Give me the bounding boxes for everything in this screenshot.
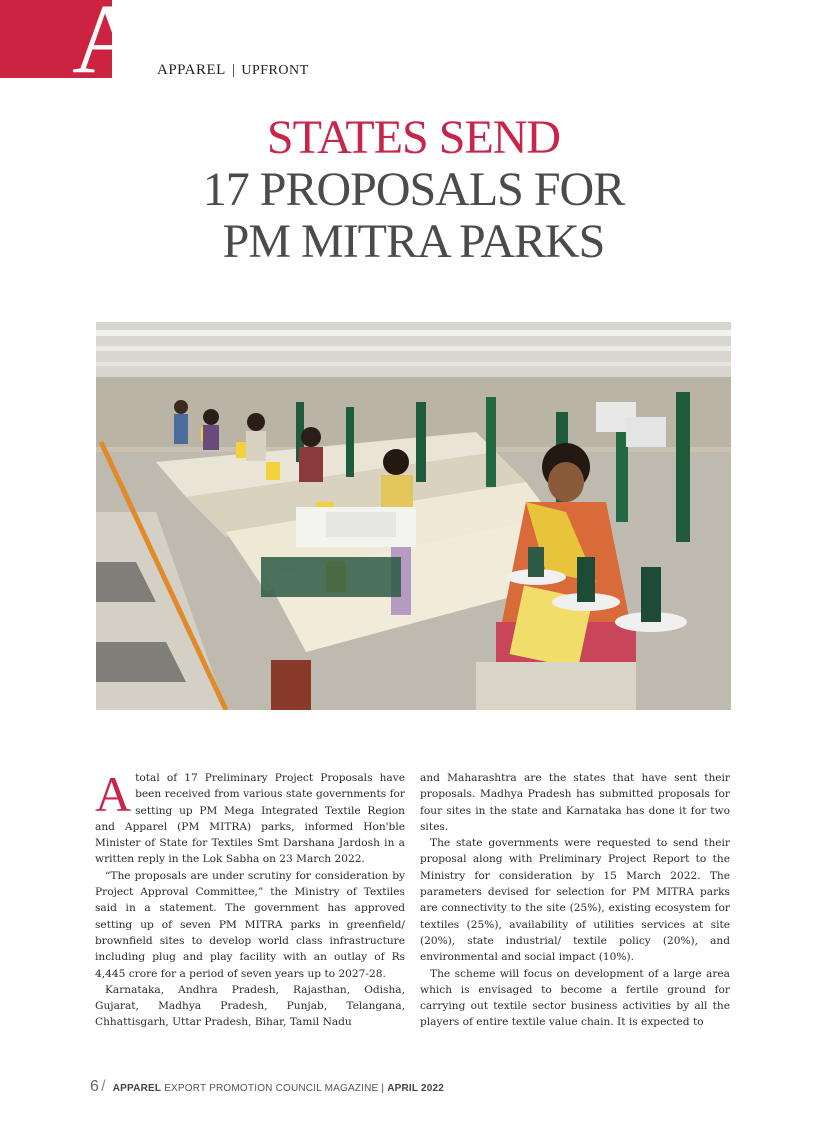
article-column-2	[420, 770, 730, 1031]
paragraph-5: The state governments were requested to send their proposal along with Preliminary Project Report to the Ministry for consideration by 15 March 2022. The parameters devised for selection for PM MITRA parks are connectivity to the site (25%), existing ecosystem for textiles (25%), availability of utilities services at site (20%), state industrial/ textile policy (20%), and environmental and social impact (10%).	[420, 837, 730, 964]
title-line-1: STATES SEND	[266, 111, 561, 164]
page-footer	[90, 1078, 444, 1096]
factory-photo	[96, 322, 731, 710]
article-column-1	[95, 766, 405, 1031]
paragraph-3: Karnataka, Andhra Pradesh, Rajasthan, Odisha, Gujarat, Madhya Pradesh, Punjab, Telangana, Chhattisgarh, Uttar Pradesh, Bihar, Tamil Nadu	[95, 983, 405, 1029]
footer-slash: /	[101, 1078, 106, 1095]
section-label	[157, 62, 309, 79]
logo-letter: A	[72, 0, 145, 94]
article-body	[95, 766, 730, 1031]
paragraph-6: The scheme will focus on development of a large area which is envisaged to become a fertile ground for carrying out textile sector business activities by all the players of entire textile value chain. It is expected to	[420, 967, 730, 1029]
paragraph-2: “The proposals are under scrutiny for consideration by Project Approval Committee,” the Ministry of Textiles said in a statement. The government has approved setting up of seven PM MITRA parks in greenfield/ brownfield sites to develop world class infrastructure including plug and play facility with an outlay of Rs 4,445 crore for a period of seven years up to 2027-28.	[95, 869, 405, 980]
article-title	[0, 112, 827, 268]
drop-cap: A	[95, 766, 132, 822]
section-sub: UPFRONT	[241, 63, 309, 78]
section-main: APPAREL	[157, 62, 226, 78]
paragraph-4: and Maharashtra are the states that have sent their proposals. Madhya Pradesh has submitted proposals for four sites in the state and Karnataka has done it for two sites.	[420, 772, 730, 833]
title-line-2: 17 PROPOSALS FOR	[202, 163, 625, 216]
paragraph-1	[95, 766, 405, 868]
paragraph-1-text: total of 17 Preliminary Project Proposals have been received from various state governments for setting up PM Mega Integrated Textile Region and Apparel (PM MITRA) parks, informed Hon'ble Minister of State for Textiles Smt Darshana Jardosh in a written reply in the Lok Sabha on 23 March 2022.	[95, 772, 405, 866]
page-number: 6	[90, 1078, 100, 1095]
footer-date: APRIL 2022	[387, 1083, 445, 1094]
footer-publication: EXPORT PROMOTION COUNCIL MAGAZINE	[164, 1083, 379, 1094]
footer-separator: |	[381, 1083, 385, 1094]
footer-brand: APPAREL	[112, 1083, 162, 1094]
title-line-3: PM MITRA PARKS	[222, 215, 605, 268]
section-separator: |	[231, 62, 236, 78]
